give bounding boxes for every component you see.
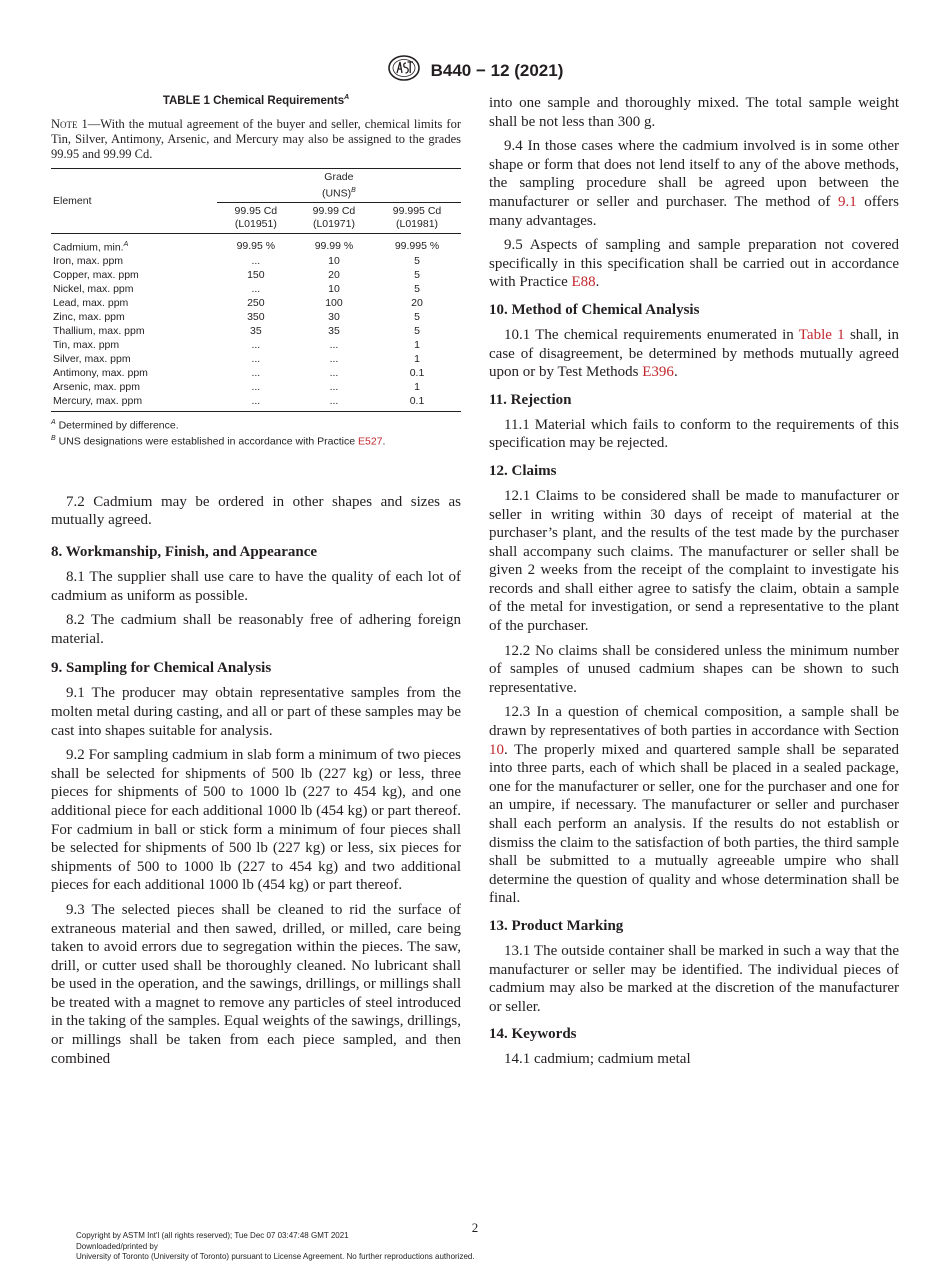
paragraph-14-1: 14.1 cadmium; cadmium metal xyxy=(504,1051,691,1068)
paragraph-8-1: 8.1 The supplier shall use care to have the quality of each lot of cadmium as uniform as possible. xyxy=(51,569,461,604)
grade-uns: (L01951) xyxy=(234,218,277,231)
table-row xyxy=(51,311,461,325)
section-12-heading: 12. Claims xyxy=(489,462,557,479)
paragraph-8-2: 8.2 The cadmium shall be reasonably free of adhering foreign material. xyxy=(51,612,461,647)
section-11-heading: 11. Rejection xyxy=(489,391,572,408)
grade-name: 99.99 Cd xyxy=(312,205,356,218)
cell-value: ... xyxy=(251,339,261,352)
paragraph-9-2: 9.2 For sampling cadmium in slab form a minimum of two pieces shall be selected for shipments of 500 lb (227 kg) or less, three pieces for shipments of 500 to 1000 lb (227 to 454 kg), and one additional piece for each additional 1000 lb (454 kg) or part thereof. For cadmium in ball or stick form a minimum of four pieces shall be selected for shipments of 500 lb (227 kg) or less, six pieces for shipments of 500 to 1000 lb (227 to 454 kg) and two additional pieces for each additional 1000 lb (454 kg) or part thereof. xyxy=(51,747,461,894)
row-element: Lead, max. ppm xyxy=(53,297,129,310)
table-row xyxy=(51,395,461,412)
row-element: Mercury, max. ppm xyxy=(51,395,217,412)
cell-value: ... xyxy=(329,339,339,352)
footer-line: University of Toronto (University of Toronto) pursuant to License Agreement. No further reproductions authorized. xyxy=(76,1252,475,1261)
col-header-grade xyxy=(217,168,461,203)
cell-value: ... xyxy=(251,255,261,268)
p101-text-end: . xyxy=(673,364,678,381)
section-9-1-link[interactable]: 9.1 xyxy=(837,193,857,210)
table-title-sup: A xyxy=(344,94,350,101)
chemical-requirements-table xyxy=(51,168,461,412)
element-sup: A xyxy=(123,241,129,249)
cell-value: 1 xyxy=(414,381,420,394)
cell-value: ... xyxy=(251,353,261,366)
table-row xyxy=(51,381,461,395)
cell-value: ... xyxy=(329,367,339,380)
row-element: Copper, max. ppm xyxy=(53,269,139,282)
p123-text-end: . The properly mixed and quartered sample shall be separated into three parts, each of which shall be placed in a sealed package, one for the manufacturer or seller, one for the purchaser and one for an umpire, if necessary. The manufacturer or seller and purchaser shall each perform an analysis. If the results do not establish or dismiss the claim to the satisfaction of both parties, the third sample shall be submitted to a mutually agreeable umpire who shall determine the question of quality and whose determination shall be final. xyxy=(489,741,899,907)
page-header xyxy=(0,54,950,87)
table-footnote-a xyxy=(51,416,461,433)
table-row xyxy=(51,297,461,311)
paragraph-9-1: 9.1 The producer may obtain representative samples from the molten metal during casting, and all or part of these samples may be cast into shapes suitable for analysis. xyxy=(51,685,461,739)
astm-logo-icon xyxy=(387,54,421,87)
cell-value: 5 xyxy=(414,269,420,282)
cell-value: 20 xyxy=(411,297,423,310)
footnote-mark: B xyxy=(51,435,56,443)
cell-value: 150 xyxy=(247,269,265,282)
paragraph-13-1: 13.1 The outside container shall be marked in such a way that the manufacturer or seller may be identified. The individual pieces of cadmium may also be marked at the discretion of the manufacturer or seller. xyxy=(489,942,899,1015)
cell-value: ... xyxy=(217,395,295,412)
uns-sup: B xyxy=(351,186,356,194)
col-header-element: Element xyxy=(51,168,217,234)
cell-value: ... xyxy=(251,283,261,296)
table-footnote-b xyxy=(51,432,461,449)
paragraph-12-3 xyxy=(489,703,899,908)
cell-value: 5 xyxy=(414,255,420,268)
p95-text: 9.5 Aspects of sampling and sample preparation not covered specifically in this specification shall be carried out in accordance with Practice xyxy=(489,237,899,291)
row-element: Zinc, max. ppm xyxy=(53,311,125,324)
cell-value: 100 xyxy=(325,297,343,310)
cell-value: 1 xyxy=(414,353,420,366)
element-name: Cadmium, min. xyxy=(53,241,124,254)
e88-link[interactable]: E88 xyxy=(571,274,596,291)
footer-line: Copyright by ASTM Int'l (all rights reserved); Tue Dec 07 03:47:48 GMT 2021 xyxy=(76,1231,349,1240)
cell-value: ... xyxy=(251,381,261,394)
note-number: 1 xyxy=(77,116,88,131)
cell-value: 99.99 % xyxy=(314,240,354,253)
left-column xyxy=(51,94,461,1074)
section-10-heading: 10. Method of Chemical Analysis xyxy=(489,301,700,318)
cell-value: 5 xyxy=(414,311,420,324)
grade-uns: (L01981) xyxy=(396,218,439,231)
e396-link[interactable]: E396 xyxy=(642,364,674,381)
row-element: Antimony, max. ppm xyxy=(53,367,148,380)
table-row xyxy=(51,255,461,269)
row-element: Arsenic, max. ppm xyxy=(53,381,140,394)
cell-value: ... xyxy=(329,381,339,394)
table-row xyxy=(51,234,461,255)
grade-label: Grade xyxy=(324,170,354,183)
table-title-text: TABLE 1 Chemical Requirements xyxy=(162,94,345,107)
row-element: Thallium, max. ppm xyxy=(53,325,145,338)
document-designation: B440 − 12 (2021) xyxy=(430,60,564,80)
footnote-mark: A xyxy=(51,418,56,426)
table-row xyxy=(51,339,461,353)
table-row xyxy=(51,325,461,339)
note-text: —With the mutual agreement of the buyer and seller, chemical limits for Tin, Silver, Antimony, Arsenic, and Mercury may also be assigned to the grades 99.95 and 99.99 Cd. xyxy=(51,116,461,161)
cell-value: 10 xyxy=(328,255,340,268)
right-column xyxy=(489,94,899,1075)
uns-label: (UNS) xyxy=(321,187,352,200)
copyright-footer xyxy=(76,1231,475,1263)
cell-value: 99.95 % xyxy=(236,240,276,253)
p101-text-mid: shall, in case of disagreement, be determined by methods mutually agreed upon or by Test Methods xyxy=(489,326,900,381)
table-row xyxy=(51,283,461,297)
cell-value: 35 xyxy=(250,325,262,338)
e527-link[interactable]: E527 xyxy=(358,435,383,448)
paragraph-11-1: 11.1 Material which fails to conform to the requirements of this specification may be rejected. xyxy=(489,416,899,452)
p94-text-end: offers many advantages. xyxy=(489,193,899,229)
cell-value: 1 xyxy=(414,339,420,352)
paragraph-9-3-continued: into one sample and thoroughly mixed. The total sample weight shall be not less than 300 g. xyxy=(489,95,899,130)
p94-text: 9.4 In those cases where the cadmium involved is in some other shape or form that does not lend itself to any of the above methods, the sampling procedure shall be agreed upon between the manufacturer or seller and purchaser. The method of xyxy=(489,138,899,210)
row-element xyxy=(51,234,217,255)
cell-value: 35 xyxy=(328,325,340,338)
table-1-link[interactable]: Table 1 xyxy=(798,326,845,343)
section-8-heading: 8. Workmanship, Finish, and Appearance xyxy=(51,544,318,561)
cell-value: 350 xyxy=(247,311,265,324)
section-9-heading: 9. Sampling for Chemical Analysis xyxy=(51,660,272,677)
paragraph-12-2: 12.2 No claims shall be considered unless the minimum number of samples of unused cadmium shapes can be shown to such representative. xyxy=(489,642,899,696)
row-element: Tin, max. ppm xyxy=(53,339,120,352)
p123-text: 12.3 In a question of chemical composition, a sample shall be drawn by representatives of both parties in accordance with Section xyxy=(489,704,899,740)
section-10-link[interactable]: 10 xyxy=(489,741,504,758)
row-element: Silver, max. ppm xyxy=(53,353,131,366)
footnote-end: . xyxy=(382,435,386,448)
row-element: Nickel, max. ppm xyxy=(53,283,134,296)
cell-value: ... xyxy=(251,367,261,380)
cell-value: 0.1 xyxy=(373,395,461,412)
cell-value: 5 xyxy=(414,283,420,296)
grade-name: 99.95 Cd xyxy=(234,205,278,218)
section-14-heading: 14. Keywords xyxy=(489,1026,577,1043)
p101-text: 10.1 The chemical requirements enumerated in xyxy=(504,326,799,343)
cell-value: 30 xyxy=(328,311,340,324)
page-number: 2 xyxy=(471,1220,479,1235)
row-element: Iron, max. ppm xyxy=(53,255,124,268)
table-row xyxy=(51,353,461,367)
p95-text-end: . xyxy=(595,274,600,291)
cell-value: 20 xyxy=(328,269,340,282)
footnote-text: Determined by difference. xyxy=(55,419,179,432)
cell-value: 99.995 % xyxy=(394,240,440,253)
cell-value: 0.1 xyxy=(409,367,425,380)
paragraph-9-5 xyxy=(489,236,899,292)
paragraph-12-1: 12.1 Claims to be considered shall be made to manufacturer or seller in writing within 30 days of receipt of material at the purchaser’s plant, and the results of the test made by the purchaser shall accompany such claims. The manufacturer or seller shall be given 2 weeks from the receipt of the complaint to investigate his records and shall either agree to satisfy the claim, obtain a sample of the metal for investigation, or send a representative to the plant of the purchaser. xyxy=(489,487,899,635)
paragraph-9-4 xyxy=(489,137,899,230)
grade-header xyxy=(217,203,295,234)
footer-line: Downloaded/printed by xyxy=(76,1241,158,1251)
table-title xyxy=(51,94,461,107)
grade-header xyxy=(295,203,373,234)
grade-header xyxy=(373,203,461,234)
table-note xyxy=(51,117,461,162)
note-label: Note xyxy=(51,116,78,131)
grade-name: 99.995 Cd xyxy=(392,205,442,218)
cell-value: 250 xyxy=(247,297,265,310)
table-row xyxy=(51,269,461,283)
cell-value: 5 xyxy=(414,325,420,338)
paragraph-9-3: 9.3 The selected pieces shall be cleaned to rid the surface of extraneous material and then sawed, drilled, or milled, care being taken to avoid errors due to segregation within the pieces. The saw, drill, or cutter used shall be thoroughly cleaned. No lubricant shall be used in the operation, and the sawings, drillings, or millings shall be treated with a magnet to remove any particles of steel introduced in the taking of the samples. Equal weights of the sawings, drillings, or millings shall be taken from each piece sampled, and then combined xyxy=(51,901,461,1067)
section-13-heading: 13. Product Marking xyxy=(489,917,624,934)
paragraph-7-2: 7.2 Cadmium may be ordered in other shapes and sizes as mutually agreed. xyxy=(51,493,461,529)
paragraph-10-1 xyxy=(489,326,899,382)
cell-value: ... xyxy=(329,353,339,366)
cell-value: ... xyxy=(295,395,373,412)
footnote-text: UNS designations were established in accordance with Practice xyxy=(55,435,358,448)
cell-value: 10 xyxy=(328,283,340,296)
grade-uns: (L01971) xyxy=(312,218,355,231)
table-row xyxy=(51,367,461,381)
